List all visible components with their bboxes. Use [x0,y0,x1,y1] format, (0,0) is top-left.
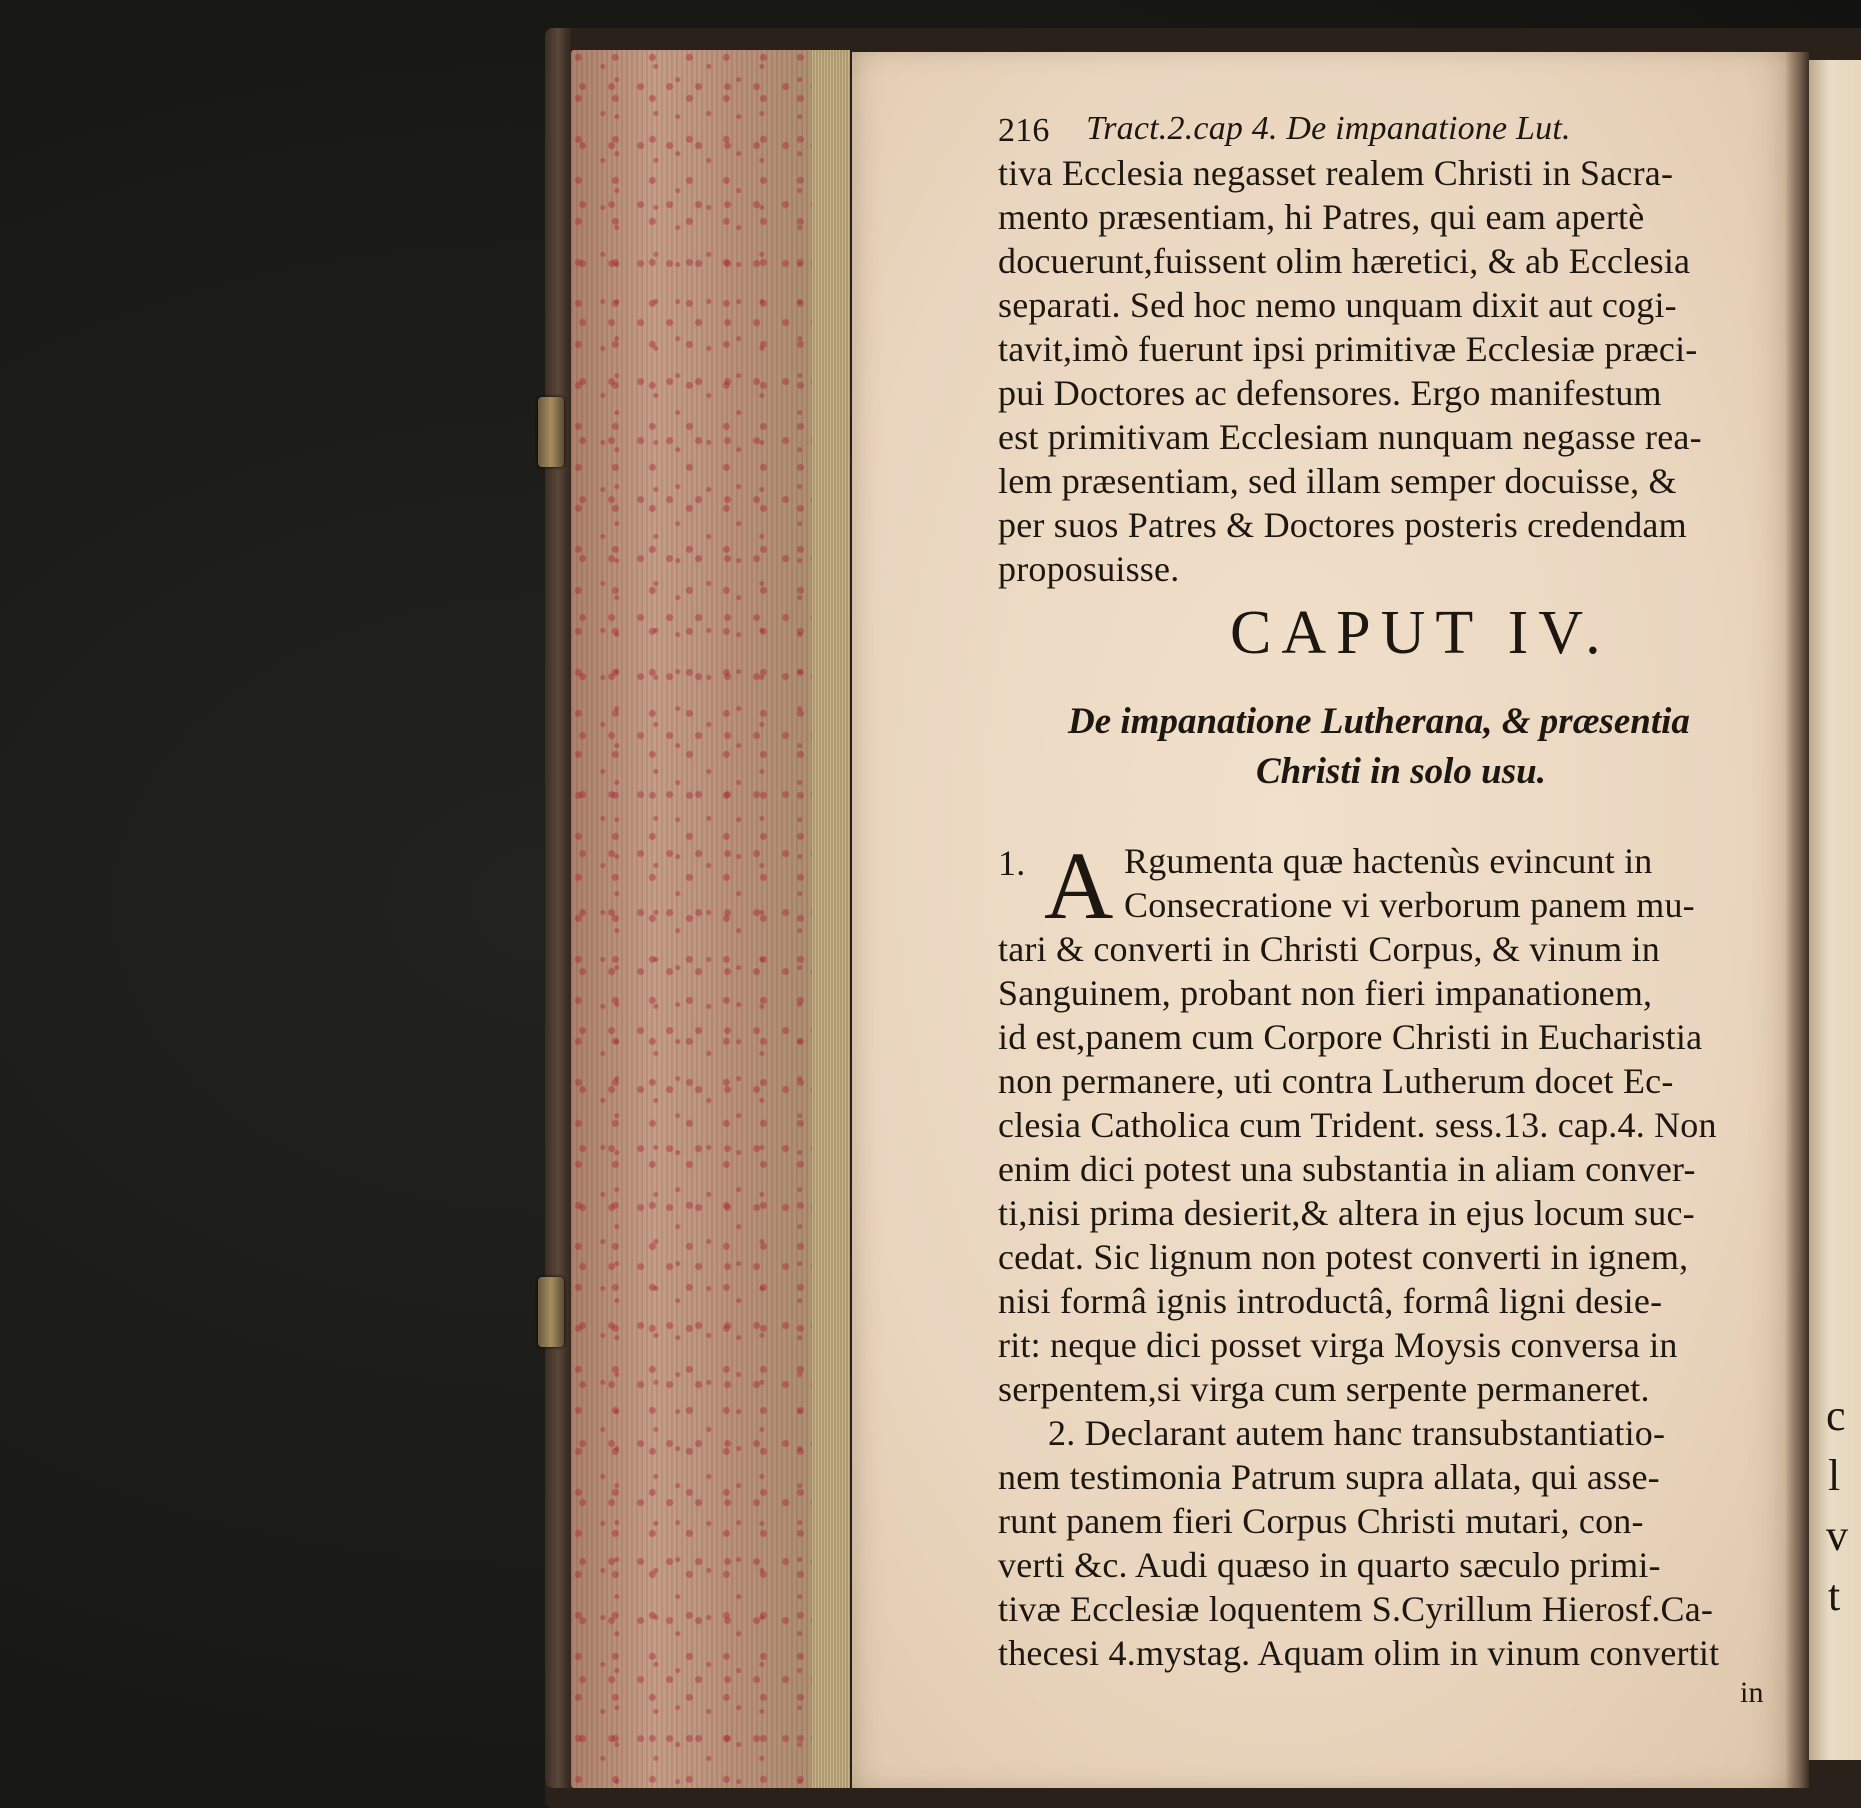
running-title: Tract.2.cap 4. De impanatione Lut. [1086,110,1571,147]
facing-page-letter: l [1828,1451,1841,1500]
bottom-clasp [538,1277,564,1347]
text-line: 2. Declarant autem hanc transubstantiatio- [1048,1413,1666,1453]
facing-page-letter: v [1826,1511,1848,1560]
text-line: separati. Sed hoc nemo unquam dixit aut cogi- [998,285,1677,325]
text-line: Sanguinem, probant non fieri impanationem, [998,973,1653,1013]
text-line: tavit,imò fuerunt ipsi primitivæ Ecclesiæ præci- [998,329,1698,369]
text-line: tivæ Ecclesiæ loquentem S.Cyrillum Hierosf.Ca- [998,1589,1714,1629]
text-line: lem præsentiam, sed illam semper docuisse, & [998,461,1677,501]
facing-page-sliver [1808,60,1861,1760]
text-line: verti &c. Audi quæso in quarto sæculo primi- [998,1545,1661,1585]
text-line: ti,nisi prima desierit,& altera in ejus locum suc- [998,1193,1695,1233]
text-line: rit: neque dici posset virga Moysis conversa in [998,1325,1678,1365]
text-line: tiva Ecclesia negasset realem Christi in Sacra- [998,153,1674,193]
chapter-heading: CAPUT IV. [1230,599,1611,667]
text-line: enim dici potest una substantia in aliam conver- [998,1149,1696,1189]
text-line: proposuisse. [998,549,1180,589]
page-gutter [1785,52,1809,1788]
text-line: runt panem fieri Corpus Christi mutari, con- [998,1501,1644,1541]
text-line: thecesi 4.mystag. Aquam olim in vinum convertit [998,1633,1720,1673]
drop-cap: A [1044,832,1114,939]
page-number: 216 [998,112,1050,149]
text-line: cedat. Sic lignum non potest converti in ignem, [998,1237,1689,1277]
book-spine-edge [545,28,571,1788]
gilt-page-edges [812,50,850,1788]
text-line: id est,panem cum Corpore Christi in Eucharistia [998,1017,1703,1057]
chapter-subtitle-line-2: Christi in solo usu. [1256,751,1546,792]
facing-page-letter: t [1828,1571,1841,1620]
text-line: clesia Catholica cum Trident. sess.13. cap.4. Non [998,1105,1717,1145]
page-block-edge [571,50,849,1788]
text-line: serpentem,si virga cum serpente permaneret. [998,1369,1650,1409]
text-line: Consecratione vi verborum panem mu- [1124,885,1695,925]
text-line: est primitivam Ecclesiam nunquam negasse rea- [998,417,1702,457]
text-line: per suos Patres & Doctores posteris credendam [998,505,1687,545]
chapter-subtitle-line-1: De impanatione Lutherana, & præsentia [1068,701,1690,742]
facing-page-letter: c [1826,1391,1846,1440]
catchword: in [1740,1676,1764,1709]
text-line: nisi formâ ignis introductâ, formâ ligni desie- [998,1281,1663,1321]
text-line: Rgumenta quæ hactenùs evincunt in [1124,841,1653,881]
section-number: 1. [998,843,1026,883]
top-clasp [538,397,564,467]
text-line: pui Doctores ac defensores. Ergo manifestum [998,373,1662,413]
text-line: nem testimonia Patrum supra allata, qui asse- [998,1457,1660,1497]
text-line: non permanere, uti contra Lutherum docet Ec- [998,1061,1674,1101]
text-line: tari & converti in Christi Corpus, & vinum in [998,929,1660,969]
text-line: docuerunt,fuissent olim hæretici, & ab Ecclesia [998,241,1691,281]
text-line: mento præsentiam, hi Patres, qui eam apertè [998,197,1645,237]
